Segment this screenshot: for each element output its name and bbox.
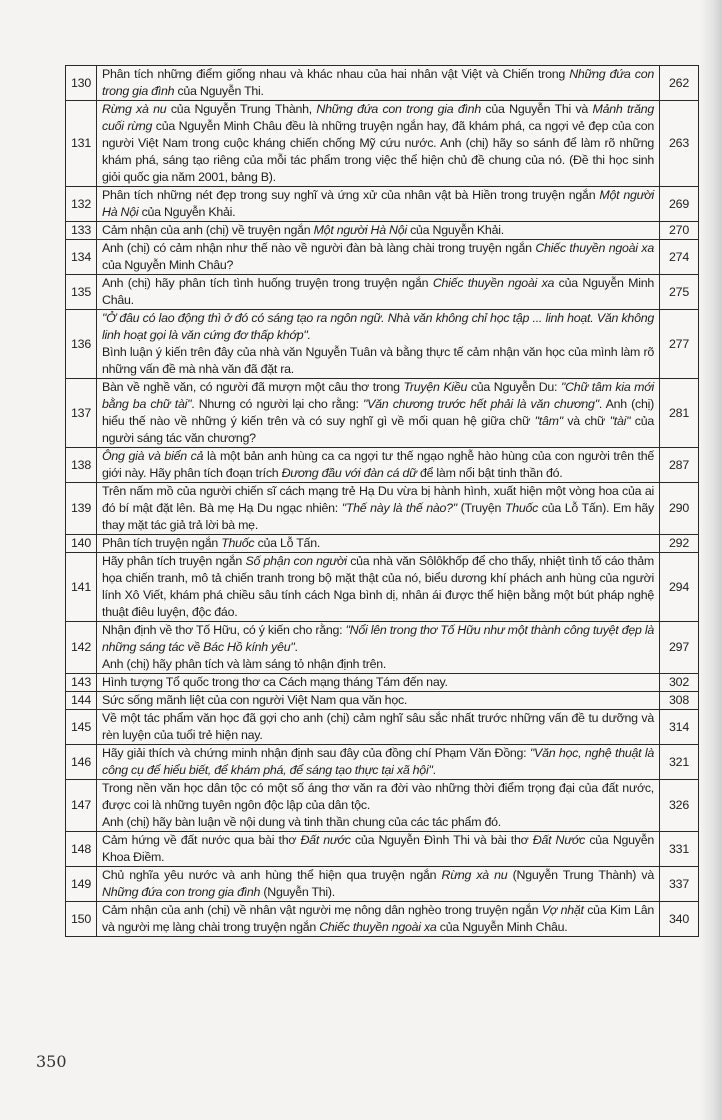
italic-title-segment: "Thế này là thế nào?" xyxy=(341,501,457,515)
table-row xyxy=(66,553,699,622)
italic-title-segment: Chiếc thuyền ngoài xa xyxy=(319,920,437,934)
question-text xyxy=(97,674,660,692)
text-segment: (Truyện xyxy=(456,501,505,515)
text-segment: Về một tác phẩm văn học đã gợi cho anh (chị) cảm nghĩ sâu sắc nhất trước những vấn đề tu dưỡng và rèn luyện của tuổi trẻ hiện nay. xyxy=(102,711,654,742)
question-number: 143 xyxy=(66,674,97,692)
question-text xyxy=(97,222,660,240)
text-segment: để làm nổi bật tinh thần đó. xyxy=(416,466,563,480)
table-row xyxy=(66,674,699,692)
page-number: 350 xyxy=(36,1052,67,1071)
question-text xyxy=(97,867,660,902)
italic-title-segment: "tài" xyxy=(609,414,631,428)
table-row xyxy=(66,483,699,535)
page-reference: 274 xyxy=(660,240,699,275)
page-reference: 337 xyxy=(660,867,699,902)
table-row xyxy=(66,710,699,745)
text-segment: của Nguyễn Thi và xyxy=(480,102,593,116)
text-segment: của Kim Lân và người mẹ làng chài trong truyện ngắn xyxy=(102,903,654,934)
text-segment: của Lỗ Tấn). Em hãy thay mặt tác giả trả lời bà mẹ. xyxy=(102,501,654,532)
italic-title-segment: Đương đầu với đàn cá dữ xyxy=(281,466,417,480)
question-text xyxy=(97,692,660,710)
italic-title-segment: Những đứa con trong gia đình xyxy=(102,885,261,899)
page-reference: 287 xyxy=(660,448,699,483)
page-reference: 292 xyxy=(660,535,699,553)
text-segment: của người sáng tác văn chương? xyxy=(102,414,655,445)
question-number: 138 xyxy=(66,448,97,483)
italic-title-segment: Vợ nhặt xyxy=(541,903,584,917)
table-row xyxy=(66,832,699,867)
text-segment: của Nguyễn Đình Thi và bài thơ xyxy=(350,833,533,847)
text-segment: của Nguyễn Minh Châu đều là những truyện ngắn hay, đã khám phá, ca ngợi vẻ đẹp của con người Việt Nam trong cuộc kháng chiến chống Mỹ cứu nước. Anh (chị) hãy so sánh để làm rõ những khám phá, sáng tạo riêng của mỗi tác phẩm trong việc thể hiện chủ đề chung của nó. (Đề thi học sinh giỏi quốc gia năm 2001, bảng B). xyxy=(102,119,654,184)
question-number: 145 xyxy=(66,710,97,745)
page-reference: 308 xyxy=(660,692,699,710)
question-text xyxy=(97,780,660,832)
page-reference: 302 xyxy=(660,674,699,692)
table-row xyxy=(66,902,699,937)
question-text xyxy=(97,553,660,622)
question-number: 148 xyxy=(66,832,97,867)
italic-title-segment: Những đứa con trong gia đình xyxy=(102,67,654,98)
page-reference: 340 xyxy=(660,902,699,937)
text-segment: của Nguyễn Du: xyxy=(467,380,561,394)
page-reference: 270 xyxy=(660,222,699,240)
italic-title-segment: Chiếc thuyền ngoài xa xyxy=(535,241,654,255)
page-reference: 321 xyxy=(660,745,699,780)
italic-title-segment: "Chữ tâm kia mới bằng ba chữ tài" xyxy=(102,380,654,411)
text-segment: của Nguyễn Thi. xyxy=(174,84,264,98)
text-segment: . xyxy=(432,763,436,777)
text-segment: Phân tích những nét đẹp trong suy nghĩ và ứng xử của nhân vật bà Hiền trong truyện ngắn xyxy=(102,188,600,202)
table-row xyxy=(66,535,699,553)
table-row xyxy=(66,745,699,780)
question-text xyxy=(97,832,660,867)
question-text xyxy=(97,902,660,937)
page-reference: 331 xyxy=(660,832,699,867)
text-segment: và chữ xyxy=(562,414,610,428)
italic-title-segment: Ông già và biển cả xyxy=(102,449,204,463)
text-segment: là một bản anh hùng ca ca ngợi tư thế ngạo nghễ hào hùng của con người trên thế giới này. Hãy phân tích đoạn trích xyxy=(102,449,655,480)
page-reference: 297 xyxy=(660,622,699,674)
question-text xyxy=(97,101,660,187)
text-segment: Anh (chị) hãy phân tích và làm sáng tỏ nhận định trên. xyxy=(102,657,387,671)
text-segment: Hãy phân tích truyện ngắn xyxy=(102,554,246,568)
page-reference: 263 xyxy=(660,101,699,187)
text-segment: (Nguyễn Thi). xyxy=(260,885,335,899)
italic-title-segment: Những đứa con trong gia đình xyxy=(316,102,481,116)
italic-title-segment: Đất nước xyxy=(300,833,351,847)
italic-title-segment: Rừng xà nu xyxy=(441,868,508,882)
table-row xyxy=(66,310,699,379)
italic-title-segment: Thuốc xyxy=(221,536,255,550)
question-text xyxy=(97,310,660,379)
italic-title-segment: Một người Hà Nội xyxy=(313,223,407,237)
question-number: 141 xyxy=(66,553,97,622)
text-segment: của Nguyễn Minh Châu? xyxy=(102,258,234,272)
text-segment: Anh (chị) có cảm nhận như thế nào về người đàn bà làng chài trong truyện ngắn xyxy=(102,241,536,255)
table-row xyxy=(66,622,699,674)
question-number: 135 xyxy=(66,275,97,310)
italic-title-segment: "tâm" xyxy=(534,414,563,428)
text-segment: Phân tích truyện ngắn xyxy=(102,536,222,550)
italic-title-segment: "Nổi lên trong thơ Tố Hữu như một thành công tuyệt đẹp là những sáng tác về Bác Hồ kính yêu" xyxy=(102,623,654,654)
table-row xyxy=(66,101,699,187)
page-reference: 262 xyxy=(660,66,699,101)
table-row xyxy=(66,66,699,101)
text-segment: Cảm hứng về đất nước qua bài thơ xyxy=(102,833,301,847)
question-text xyxy=(97,275,660,310)
page-reference: 275 xyxy=(660,275,699,310)
text-segment: Phân tích những điểm giống nhau và khác nhau của hai nhân vật Việt và Chiến trong xyxy=(102,67,570,81)
text-segment: Bàn về nghề văn, có người đã mượn một câu thơ trong xyxy=(102,380,404,394)
text-segment: . Nhưng có người lại cho rằng: xyxy=(191,397,363,411)
page-reference: 314 xyxy=(660,710,699,745)
text-segment: Anh (chị) hãy bàn luận về nội dung và tinh thần chung của các tác phẩm đó. xyxy=(102,815,501,829)
question-number: 133 xyxy=(66,222,97,240)
table-row xyxy=(66,222,699,240)
text-segment: Cảm nhận của anh (chị) về truyện ngắn xyxy=(102,223,314,237)
text-segment: Sức sống mãnh liệt của con người Việt Nam qua văn học. xyxy=(102,693,408,707)
text-segment: của Nguyễn Khải. xyxy=(406,223,504,237)
italic-title-segment: Số phận con người xyxy=(245,554,347,568)
text-segment: Chủ nghĩa yêu nước và anh hùng thể hiện qua truyện ngắn xyxy=(102,868,442,882)
question-number: 137 xyxy=(66,379,97,448)
italic-title-segment: Truyện Kiều xyxy=(403,380,468,394)
table-row xyxy=(66,692,699,710)
text-segment: của Nguyễn Trung Thành, xyxy=(166,102,317,116)
question-number: 147 xyxy=(66,780,97,832)
text-segment: Nhận định về thơ Tố Hữu, có ý kiến cho rằng: xyxy=(102,623,346,637)
text-segment: (Nguyễn Trung Thành) và xyxy=(507,868,654,882)
text-segment: của nhà văn Sôlôkhốp để cho thấy, nhiệt tình tố cáo thảm họa chiến tranh, mô tả chiến tranh trong bộ mặt thật của nó, biểu dương khí phách anh hùng của người lính Xô Viết, khám phá chiều sâu tính cách Nga bình dị, nhân ái được thể hiện bằng một bút pháp nghệ thuật điêu luyện, độc đáo. xyxy=(102,554,654,619)
question-number: 139 xyxy=(66,483,97,535)
page-reference: 281 xyxy=(660,379,699,448)
question-number: 142 xyxy=(66,622,97,674)
table-row xyxy=(66,780,699,832)
table-row xyxy=(66,187,699,222)
table-row xyxy=(66,240,699,275)
contents-table xyxy=(65,65,699,937)
question-text xyxy=(97,448,660,483)
table-row xyxy=(66,379,699,448)
italic-title-segment: Rừng xà nu xyxy=(102,102,167,116)
text-segment: Anh (chị) hãy phân tích tình huống truyện trong truyện ngắn xyxy=(102,276,433,290)
italic-title-segment: Mảnh trăng cuối rừng xyxy=(102,102,654,133)
text-segment: Trong nền văn học dân tộc có một số áng thơ văn ra đời vào những thời điểm trọng đại của đất nước, được coi là những tuyên ngôn độc lập của dân tộc. xyxy=(102,781,654,812)
text-segment: của Nguyễn Minh Châu. xyxy=(436,920,568,934)
question-number: 136 xyxy=(66,310,97,379)
page-reference: 269 xyxy=(660,187,699,222)
italic-title-segment: Thuốc xyxy=(504,501,539,515)
question-text xyxy=(97,710,660,745)
question-number: 146 xyxy=(66,745,97,780)
question-number: 131 xyxy=(66,101,97,187)
question-number: 134 xyxy=(66,240,97,275)
text-segment: Cảm nhận của anh (chị) về nhân vật người mẹ nông dân nghèo trong truyện ngắn xyxy=(102,903,542,917)
italic-title-segment: Đất Nước xyxy=(532,833,586,847)
question-text xyxy=(97,622,660,674)
table-row xyxy=(66,867,699,902)
page-reference: 294 xyxy=(660,553,699,622)
page-reference: 326 xyxy=(660,780,699,832)
italic-title-segment: "Văn học, nghệ thuật là công cụ để hiểu biết, để khám phá, để sáng tạo thực tại xã hội" xyxy=(102,746,655,777)
text-segment: của Nguyễn Minh Châu. xyxy=(102,276,654,307)
question-text xyxy=(97,66,660,101)
question-text xyxy=(97,745,660,780)
text-segment: Trên nấm mồ của người chiến sĩ cách mạng trẻ Hạ Du vừa bị hành hình, xuất hiện một vòng hoa của ai đó bí mật đặt lên. Bà mẹ Hạ Du ngạc nhiên: xyxy=(102,484,654,515)
question-number: 150 xyxy=(66,902,97,937)
question-text xyxy=(97,535,660,553)
text-segment: của Nguyễn Khoa Điềm. xyxy=(102,833,655,864)
question-text xyxy=(97,187,660,222)
question-number: 149 xyxy=(66,867,97,902)
page-reference: 277 xyxy=(660,310,699,379)
text-segment: . xyxy=(294,640,298,654)
italic-title-segment: Chiếc thuyền ngoài xa xyxy=(432,276,555,290)
question-number: 132 xyxy=(66,187,97,222)
question-number: 140 xyxy=(66,535,97,553)
question-text xyxy=(97,483,660,535)
question-number: 130 xyxy=(66,66,97,101)
question-text xyxy=(97,240,660,275)
italic-title-segment: "Văn chương trước hết phải là văn chương" xyxy=(363,397,599,411)
text-segment: Hãy giải thích và chứng minh nhận định sau đây của đồng chí Phạm Văn Đồng: xyxy=(102,746,530,760)
italic-title-segment: "Ở đâu có lao động thì ở đó có sáng tạo ra ngôn ngữ. Nhà văn không chỉ học tập ... linh hoạt. Văn không linh hoạt gọi là văn cứng đơ thấp khớp". xyxy=(102,311,654,342)
text-segment: Hình tượng Tổ quốc trong thơ ca Cách mạng tháng Tám đến nay. xyxy=(102,675,448,689)
text-segment: Bình luận ý kiến trên đây của nhà văn Nguyễn Tuân và bằng thực tế cảm nhận văn học của mình làm rõ những vấn đề mà nhà văn đã đặt ra. xyxy=(102,345,654,376)
text-segment: của Nguyễn Khải. xyxy=(138,205,236,219)
page-edge-shadow xyxy=(700,0,722,1120)
text-segment: của Lỗ Tấn. xyxy=(254,536,321,550)
question-text xyxy=(97,379,660,448)
italic-title-segment: Một người Hà Nội xyxy=(102,188,654,219)
text-segment: . Anh (chị) hiểu thế nào về những ý kiến trên và có suy nghĩ gì về mối quan hệ giữa chữ xyxy=(102,397,654,428)
page-reference: 290 xyxy=(660,483,699,535)
question-number: 144 xyxy=(66,692,97,710)
table-row xyxy=(66,448,699,483)
table-row xyxy=(66,275,699,310)
